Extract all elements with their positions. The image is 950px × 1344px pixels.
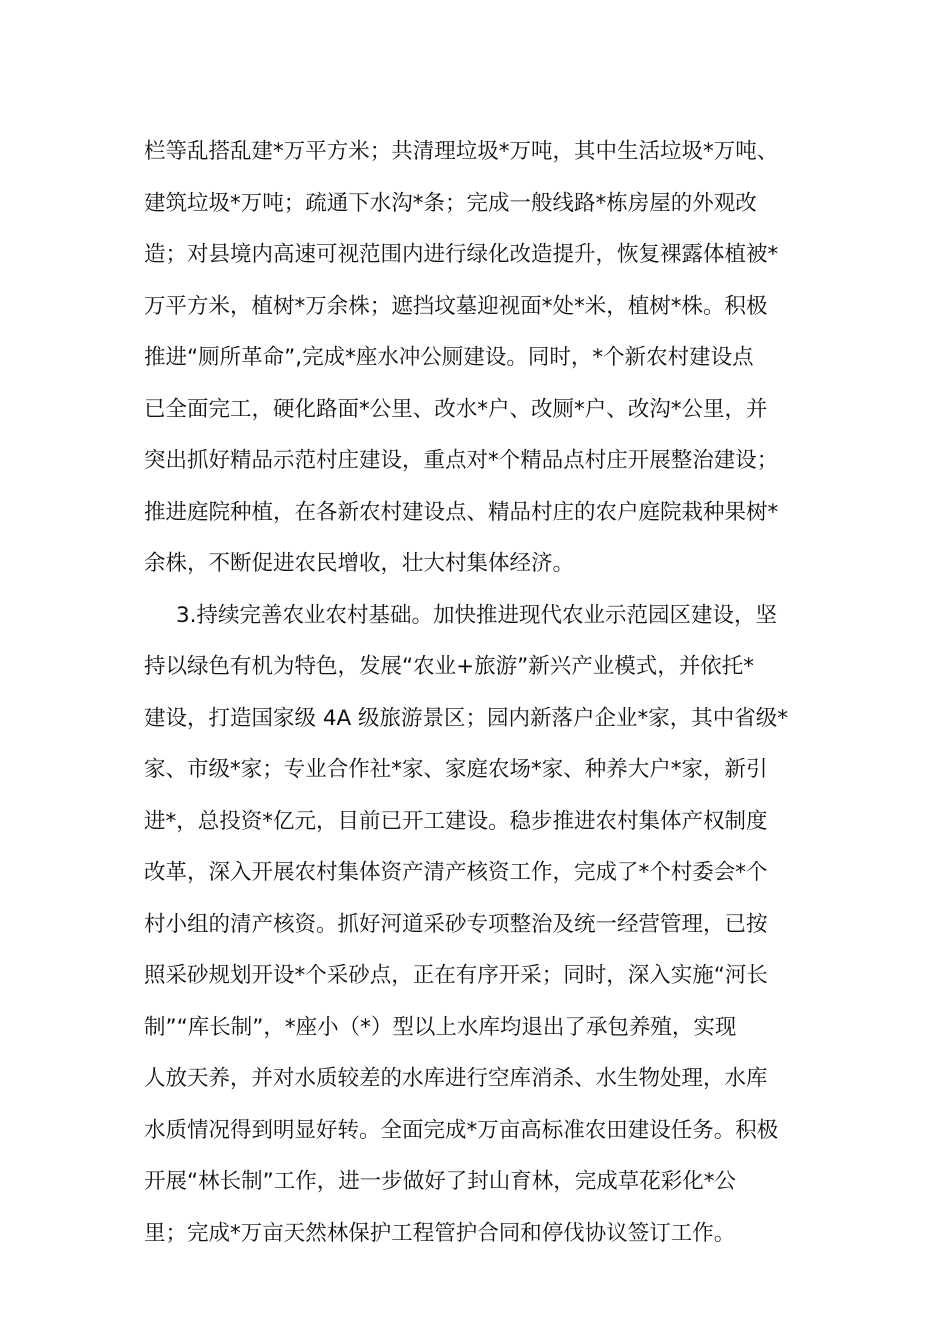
text-line: 栏等乱搭乱建*万平方米；共清理垃圾*万吨，其中生活垃圾*万吨、 [144, 139, 779, 164]
text-line: 已全面完工，硬化路面*公里、改水*户、改厕*户、改沟*公里，并 [144, 396, 768, 422]
text-line: 进*，总投资*亿元，目前已开工建设。稳步推进农村集体产权制度 [144, 808, 768, 834]
text-line: 水质情况得到明显好转。全面完成*万亩高标准农田建设任务。积极 [144, 1117, 779, 1143]
text-line: 建筑垃圾*万吨；疏通下水沟*条；完成一般线路*栋房屋的外观改 [144, 190, 757, 216]
text-line: 持以绿色有机为特色，发展“农业+旅游”新兴产业模式，并依托* [144, 654, 755, 679]
text-line: 里；完成*万亩天然林保护工程管护合同和停伐协议签订工作。 [144, 1220, 736, 1246]
section-heading-line: 3.持续完善农业农村基础。加快推进现代农业示范园区建设，坚 [176, 602, 778, 628]
text-line: 推进庭院种植，在各新农村建设点、精品村庄的农户庭院栽种果树* [144, 499, 779, 525]
text-line: 照采砂规划开设*个采砂点，正在有序开采；同时，深入实施“河长 [144, 963, 768, 988]
text-line: 家、市级*家；专业合作社*家、家庭农场*家、种养大户*家，新引 [144, 757, 768, 782]
body-text [144, 126, 812, 1259]
text-line: 推进“厕所革命”,完成*座水冲公厕建设。同时，*个新农村建设点 [144, 345, 754, 370]
text-line: 造；对县境内高速可视范围内进行绿化改造提升，恢复裸露体植被* [144, 242, 779, 267]
text-line: 开展“林长制”工作，进一步做好了封山育林，完成草花彩化*公 [144, 1169, 737, 1194]
text-line: 村小组的清产核资。抓好河道采砂专项整治及统一经营管理，已按 [144, 911, 768, 937]
text-line: 建设，打造国家级 4A 级旅游景区；园内新落户企业*家，其中省级* [144, 705, 789, 731]
text-line: 万平方米，植树*万余株；遮挡坟墓迎视面*处*米，植树*株。积极 [144, 293, 768, 319]
text-line: 改革，深入开展农村集体资产清产核资工作，完成了*个村委会*个 [144, 860, 768, 885]
text-line: 制”“库长制”，*座小（*）型以上水库均退出了承包养殖，实现 [144, 1014, 737, 1040]
text-line: 人放天养，并对水质较差的水库进行空库消杀、水生物处理，水库 [144, 1066, 768, 1091]
text-line: 余株，不断促进农民增收，壮大村集体经济。 [144, 551, 575, 576]
text-line: 突出抓好精品示范村庄建设，重点对*个精品点村庄开展整治建设； [144, 448, 779, 473]
